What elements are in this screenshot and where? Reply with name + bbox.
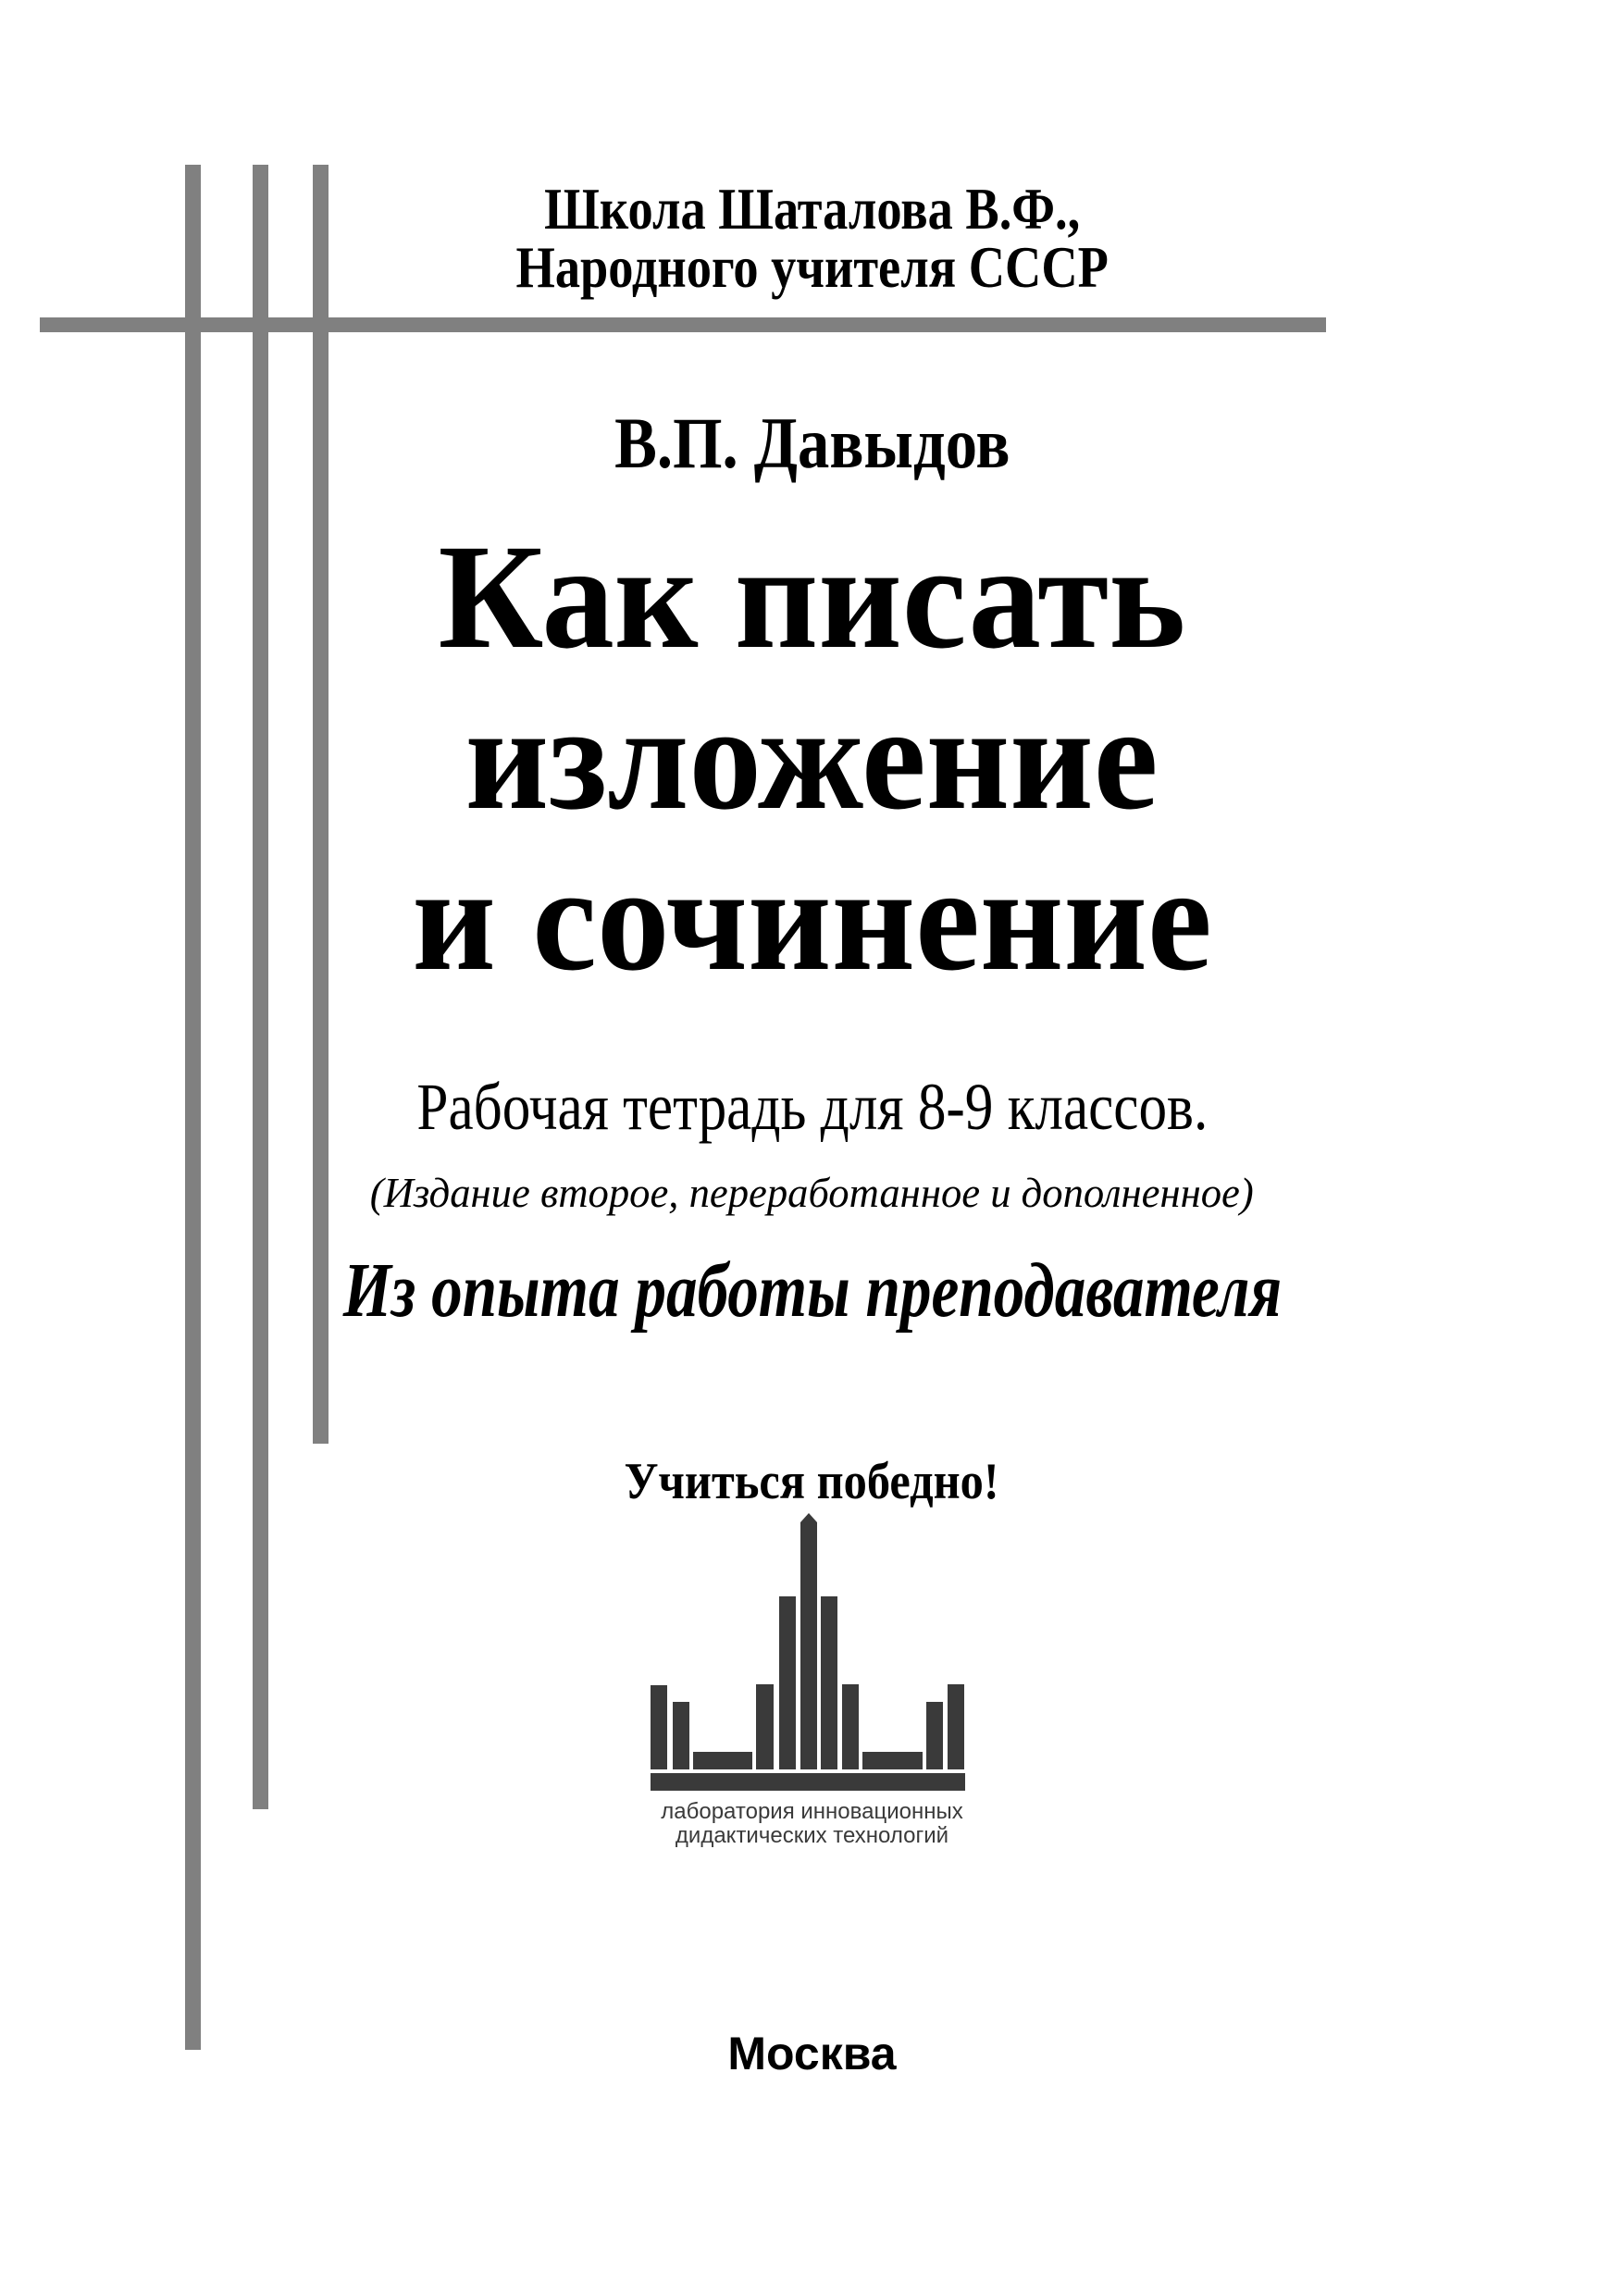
logo-spike [800, 1513, 817, 1769]
logo-bar [673, 1702, 689, 1769]
logo-bar [651, 1685, 667, 1769]
book-title-line-2: изложение [465, 676, 1159, 841]
school-header [0, 176, 1624, 300]
city-name: Москва [727, 2028, 897, 2079]
logo-bar [948, 1684, 964, 1769]
school-header-line-1: Школа Шаталова В.Ф., [543, 176, 1081, 242]
author-name: В.П. Давыдов [614, 403, 1010, 483]
school-header-line-2: Народного учителя СССР [515, 234, 1109, 300]
logo-bar-tall [779, 1596, 796, 1769]
experience-note: Из опыта работы преподавателя [342, 1247, 1282, 1334]
logo-plinth-right [862, 1752, 923, 1769]
laboratory-logo-icon [650, 1508, 966, 1792]
logo-baseline [651, 1773, 965, 1791]
book-title [0, 517, 1624, 1000]
logo-caption-line-2: дидактических технологий [675, 1823, 949, 1848]
logo-plinth-left [693, 1752, 752, 1769]
logo-caption [0, 1800, 1624, 1848]
subtitle: Рабочая тетрадь для 8-9 классов. [416, 1070, 1208, 1144]
logo-bar [842, 1684, 859, 1769]
book-title-line-3: и сочинение [412, 837, 1212, 1002]
book-title-line-1: Как писать [438, 515, 1186, 680]
edition-note: (Издание второе, переработанное и дополненное) [370, 1169, 1254, 1216]
logo-bar [756, 1684, 774, 1769]
motto: Учиться победно! [624, 1453, 1000, 1510]
logo-bar-tall [821, 1596, 837, 1769]
logo-caption-line-1: лаборатория инновационных [661, 1799, 963, 1824]
logo-bar [926, 1702, 943, 1769]
horizontal-rule [40, 317, 1326, 332]
